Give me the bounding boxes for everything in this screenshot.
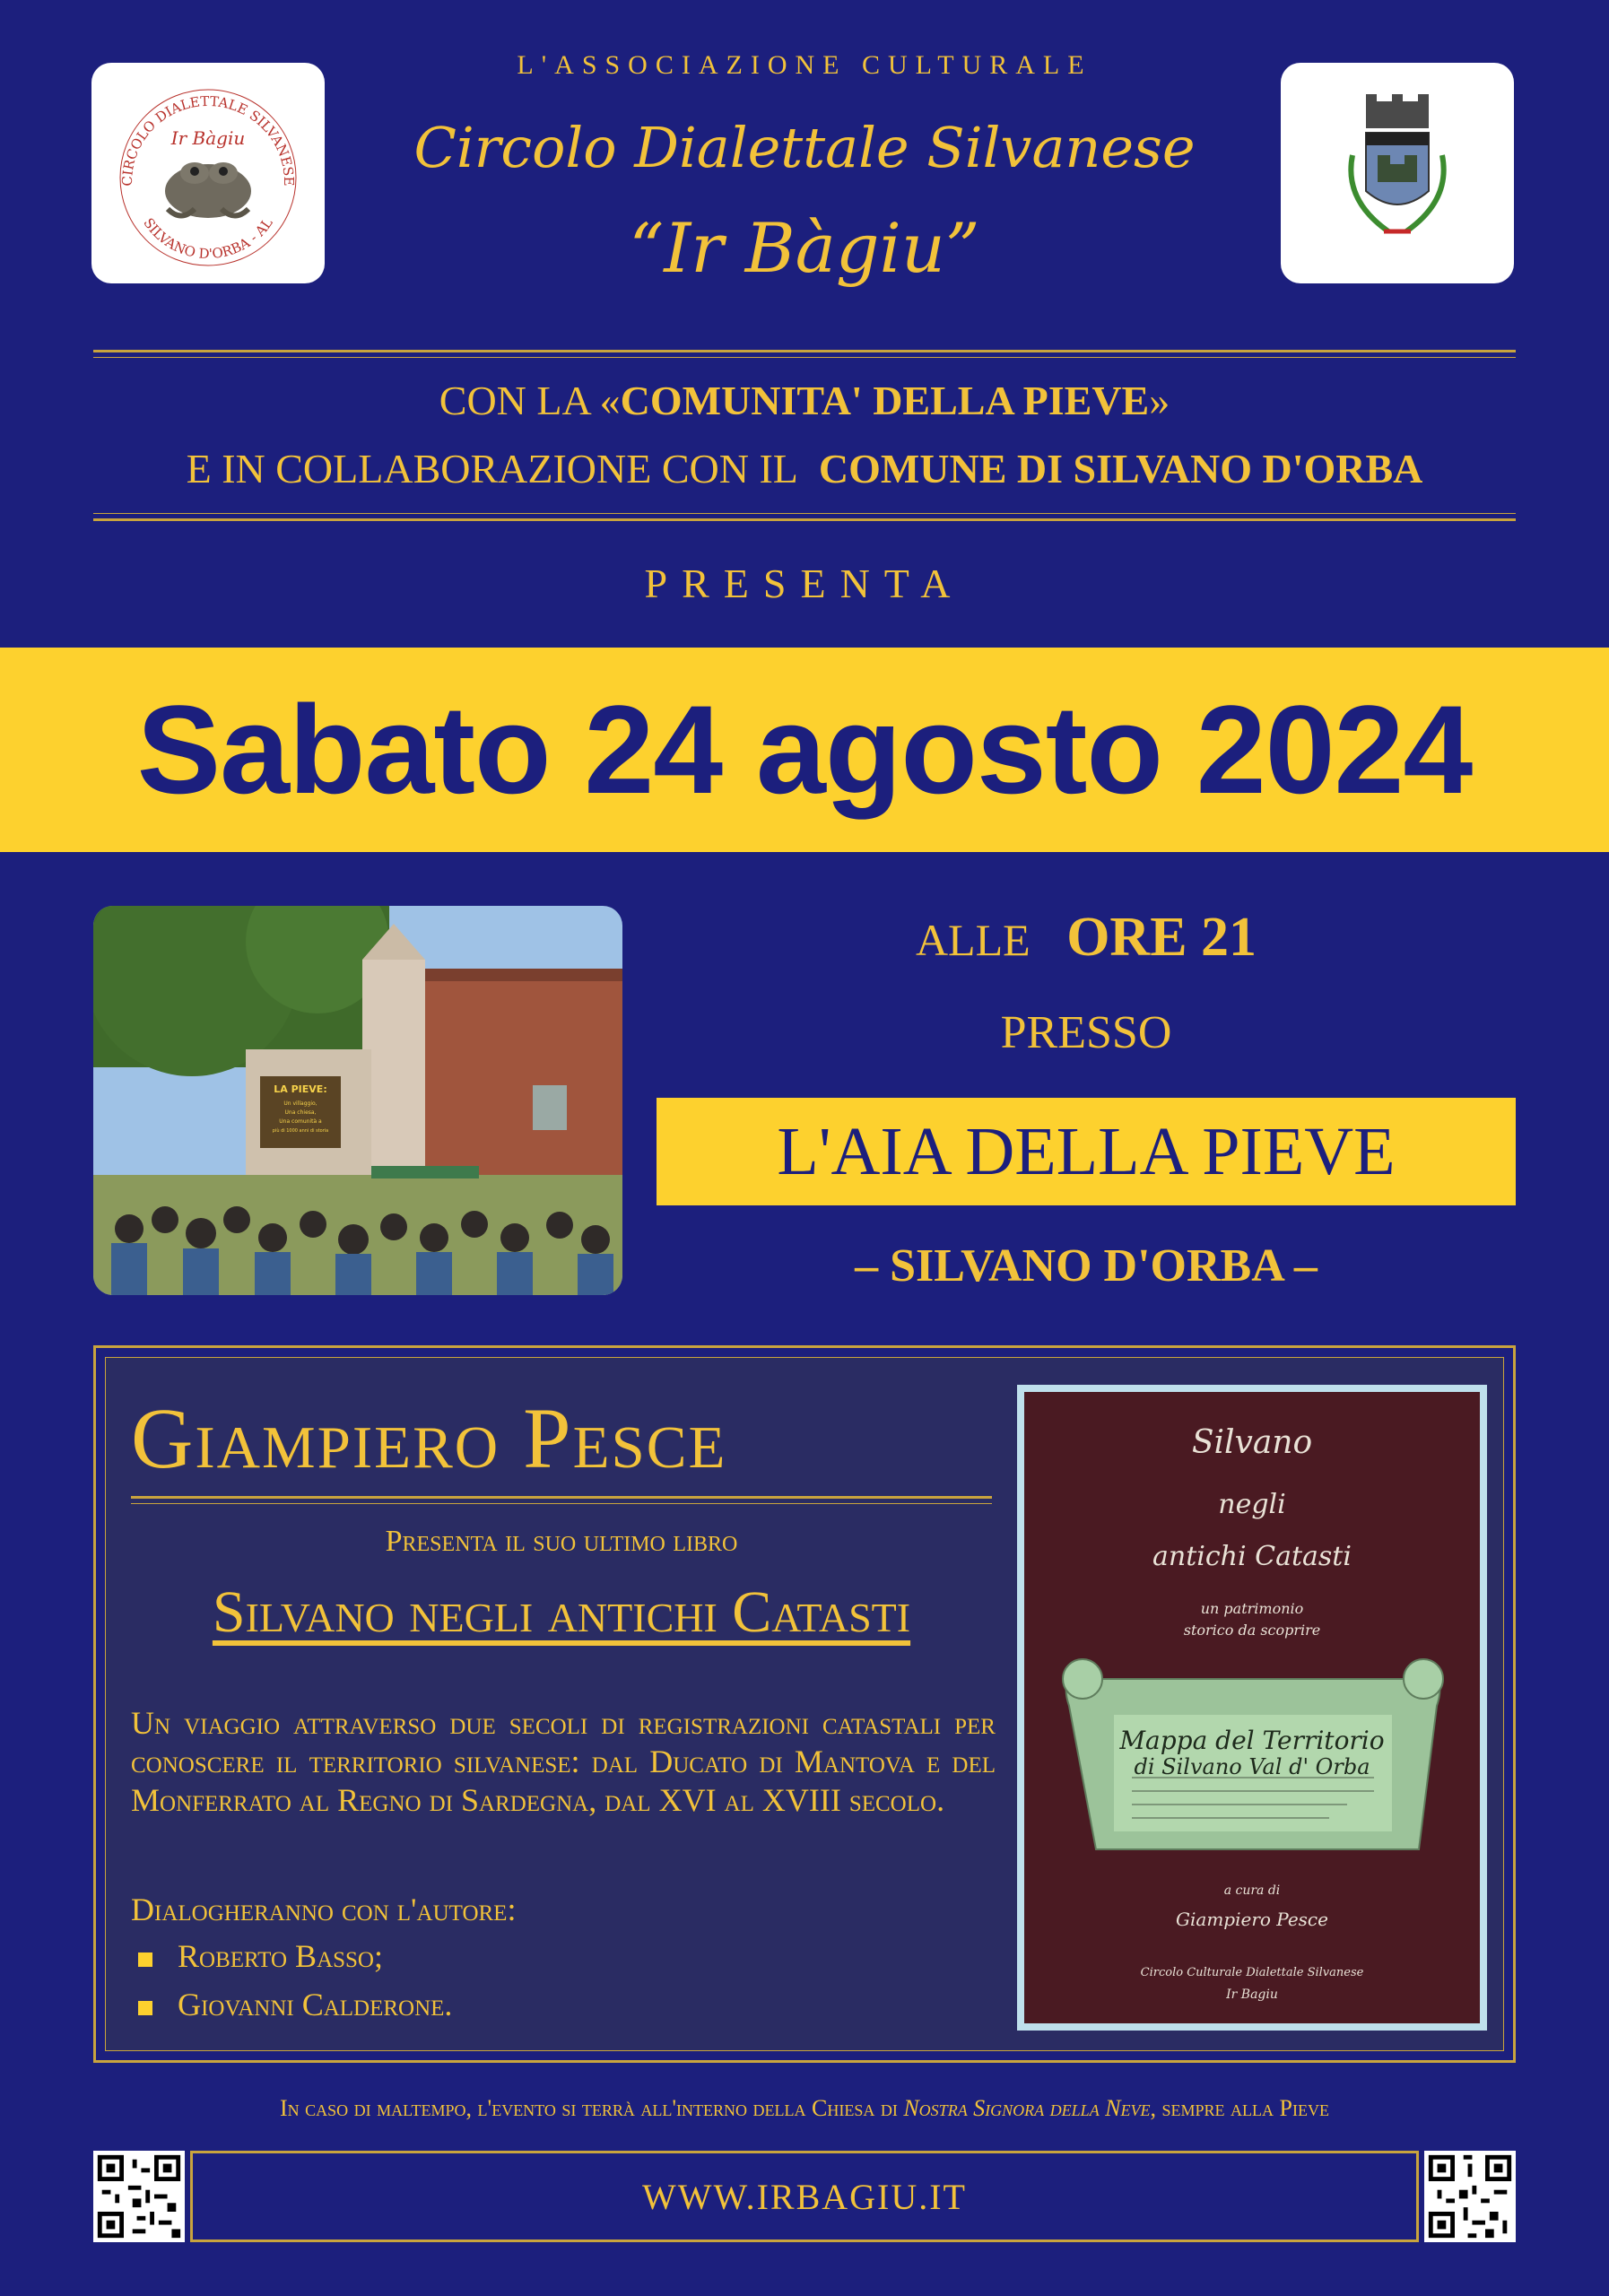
- divider-top: [93, 350, 1516, 352]
- divider-mid: [93, 518, 1516, 521]
- photo-banner-line-1: Un villaggio,: [283, 1100, 317, 1107]
- qr-code-icon: [93, 2151, 185, 2242]
- partners-line-2: [0, 445, 1609, 492]
- partners-line-2-prefix: E IN COLLABORAZIONE CON IL: [186, 446, 798, 491]
- time-line: [657, 906, 1516, 970]
- venue-name: L'AIA DELLA PIEVE: [777, 1113, 1396, 1189]
- qr-code-right[interactable]: [1424, 2151, 1516, 2242]
- cover-title-line-3: antichi Catasti: [1152, 1541, 1352, 1572]
- circle-nickname: “Ir Bàgiu”: [629, 208, 980, 288]
- photo-banner-line-2: Una chiesa,: [284, 1109, 317, 1116]
- venue-box: [657, 1098, 1516, 1205]
- website-bar: [190, 2151, 1419, 2242]
- photo-banner-title: LA PIEVE:: [274, 1083, 327, 1095]
- partners-line-1: [0, 377, 1609, 424]
- event-photo: [93, 906, 622, 1295]
- cover-publisher-line-1: Circolo Culturale Dialettale Silvanese: [1140, 1966, 1364, 1979]
- logo-center-text: Ir Bàgiu: [170, 127, 246, 149]
- presso-label: PRESSO: [1000, 1007, 1172, 1058]
- qr-code-icon: [1424, 2151, 1516, 2242]
- event-time: ORE 21: [1066, 907, 1257, 968]
- weather-note-church: Nostra Signora della Neve: [903, 2095, 1151, 2121]
- comunita-della-pieve: COMUNITA' DELLA PIEVE: [620, 378, 1150, 423]
- partners-line-1-suffix: »: [1149, 378, 1170, 423]
- qr-code-left[interactable]: [93, 2151, 185, 2242]
- book-title: Silvano negli antichi Catasti: [212, 1579, 911, 1645]
- speaker-item: [138, 1937, 945, 1975]
- cover-publisher-line-2: Ir Bagiu: [1226, 1987, 1278, 2002]
- cover-subtitle-line-1: un patrimonio: [1200, 1600, 1304, 1617]
- speaker-name: Roberto Basso;: [178, 1938, 383, 1974]
- cover-map-line-2: di Silvano Val d' Orba: [1134, 1754, 1370, 1779]
- book-cover: [1017, 1385, 1487, 2031]
- logo-ring-bottom: SILVANO D'ORBA - AL: [140, 214, 276, 263]
- cover-title-line-2: negli: [1218, 1489, 1286, 1520]
- cover-title-line-1: Silvano: [1191, 1424, 1313, 1461]
- association-line: L'ASSOCIAZIONE CULTURALE: [517, 50, 1092, 80]
- divider-mid-thin: [93, 513, 1516, 514]
- bullet-square-icon: [138, 2001, 152, 2015]
- photo-banner-line-4: più di 1000 anni di storia: [272, 1128, 329, 1134]
- speakers-heading: Dialogheranno con l'autore:: [131, 1892, 517, 1927]
- author-underline: [131, 1496, 992, 1499]
- website-link[interactable]: WWW.IRBAGIU.IT: [641, 2176, 967, 2217]
- weather-note: [0, 2095, 1609, 2122]
- speaker-name: Giovanni Calderone.: [178, 1987, 453, 2022]
- cover-editor: Giampiero Pesce: [1176, 1909, 1328, 1930]
- photo-banner-line-3: Una comunità a: [279, 1118, 322, 1125]
- book-description: Un viaggio attraverso due secoli di registrazioni catastali per conoscere il territorio silvanese: dal Ducato di Mantova e del Monferrato al Regno di Sardegna, dal XVI al XVIII secolo.: [131, 1705, 996, 1818]
- weather-note-prefix: In caso di maltempo, l'evento si terrà all'interno della Chiesa di: [280, 2095, 904, 2121]
- divider-top-thin: [93, 357, 1516, 358]
- book-cover-art: [1024, 1392, 1480, 2023]
- cover-subtitle-line-2: storico da scoprire: [1183, 1622, 1321, 1639]
- presents-label: PRESENTA: [644, 561, 965, 606]
- venue-town: – SILVANO D'ORBA –: [855, 1240, 1318, 1292]
- author-underline-thin: [131, 1503, 992, 1504]
- event-date: Sabato 24 agosto 2024: [136, 679, 1473, 820]
- partners-line-1-prefix: CON LA «: [439, 378, 621, 423]
- comune-di-silvano: COMUNE DI SILVANO D'ORBA: [818, 446, 1423, 491]
- date-band: [0, 648, 1609, 852]
- speaker-item: [138, 1986, 945, 2023]
- logo-ring-top: CIRCOLO DIALETTALE SILVANESE: [118, 92, 298, 187]
- cover-map-line-1: Mappa del Territorio: [1119, 1726, 1385, 1755]
- bullet-square-icon: [138, 1952, 152, 1967]
- pieve-photo-image: [93, 906, 622, 1295]
- weather-note-suffix: , sempre alla Pieve: [1150, 2095, 1329, 2121]
- presents-book-label: Presenta il suo ultimo libro: [385, 1525, 738, 1558]
- time-prefix: ALLE: [915, 915, 1031, 965]
- circle-name: Circolo Dialettale Silvanese: [413, 115, 1196, 180]
- author-name: Giampiero Pesce: [131, 1390, 727, 1486]
- cover-editor-prefix: a cura di: [1223, 1883, 1281, 1898]
